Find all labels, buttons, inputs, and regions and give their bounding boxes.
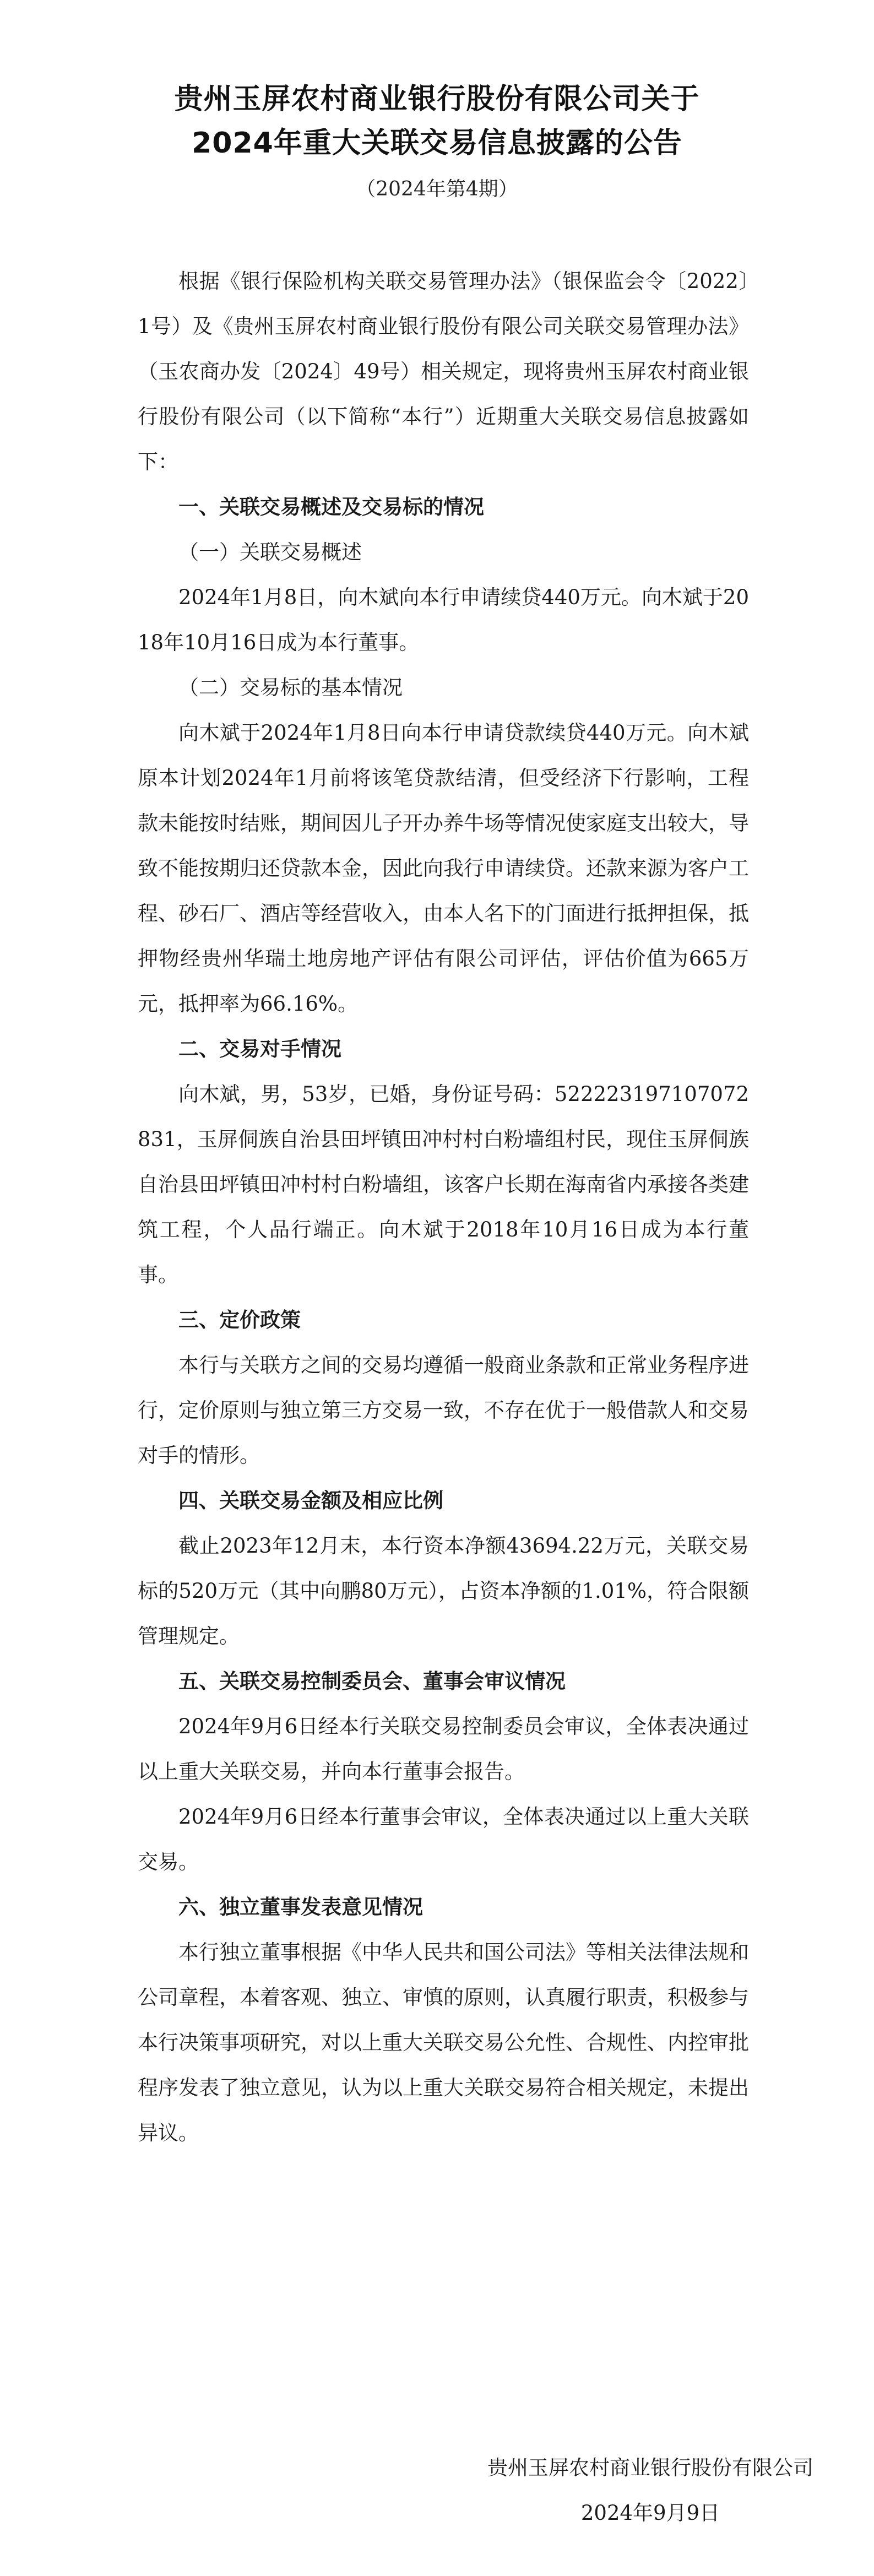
title-block: [0, 77, 874, 206]
section-6-heading: 六、独立董事发表意见情况: [178, 1895, 423, 1919]
section-5-text-2: 2024年9月6日经本行董事会审议，全体表决通过以上重大关联交易。: [138, 1805, 749, 1874]
section-2-heading: 二、交易对手情况: [178, 1037, 341, 1061]
section-2-text: 向木斌，男，53岁，已婚，身份证号码：522223197107072831，玉屏侗族自治县田坪镇田冲村村白粉墙组村民，现住玉屏侗族自治县田坪镇田冲村村白粉墙组，该客户长期在海南省内承接各类建筑工程，个人品行端正。向木斌于2018年10月16日成为本行董事。: [138, 1082, 749, 1287]
signature-date: 2024年9月9日: [580, 2501, 720, 2525]
section-3-heading: 三、定价政策: [178, 1308, 301, 1332]
signature-block: [487, 2445, 813, 2536]
section-1-sub-2-text: 向木斌于2024年1月8日向本行申请贷款续贷440万元。向木斌原本计划2024年1月前将该笔贷款结清，但受经济下行影响，工程款未能按时结账，期间因儿子开办养牛场等情况使家庭支出较大，导致不能按期归还贷款本金，因此向我行申请续贷。还款来源为客户工程、砂石厂、酒店等经营收入，由本人名下的门面进行抵押担保，抵押物经贵州华瑞土地房地产评估有限公司评估，评估价值为665万元，抵押率为66.16%。: [138, 721, 749, 1016]
issue-number: （2024年第4期）: [356, 178, 518, 200]
intro-paragraph: 根据《银行保险机构关联交易管理办法》（银保监会令〔2022〕1号）及《贵州玉屏农村商业银行股份有限公司关联交易管理办法》（玉农商办发〔2024〕49号）相关规定，现将贵州玉屏农村商业银行股份有限公司（以下简称“本行”）近期重大关联交易信息披露如下：: [138, 269, 749, 474]
section-1-sub-1-text: 2024年1月8日，向木斌向本行申请续贷440万元。向木斌于2018年10月16日成为本行董事。: [138, 585, 749, 654]
section-5-heading: 五、关联交易控制委员会、董事会审议情况: [178, 1669, 566, 1693]
section-4-heading: 四、关联交易金额及相应比例: [178, 1489, 443, 1512]
section-3-text: 本行与关联方之间的交易均遵循一般商业条款和正常业务程序进行，定价原则与独立第三方交易一致，不存在优于一般借款人和交易对手的情形。: [138, 1353, 749, 1467]
section-1-sub-1-heading: （一）关联交易概述: [178, 540, 362, 564]
section-1-sub-2-heading: （二）交易标的基本情况: [178, 676, 403, 699]
document-body: [138, 259, 749, 2156]
section-1-heading: 一、关联交易概述及交易标的情况: [178, 495, 484, 519]
signature-organization: 贵州玉屏农村商业银行股份有限公司: [487, 2456, 813, 2480]
document-title-line-1: 贵州玉屏农村商业银行股份有限公司关于: [174, 83, 700, 116]
section-6-text: 本行独立董事根据《中华人民共和国公司法》等相关法律法规和公司章程，本着客观、独立、审慎的原则，认真履行职责，积极参与本行决策事项研究，对以上重大关联交易公允性、合规性、内控审批程序发表了独立意见，认为以上重大关联交易符合相关规定，未提出异议。: [138, 1940, 749, 2145]
section-4-text: 截止2023年12月末，本行资本净额43694.22万元，关联交易标的520万元（其中向鹏80万元），占资本净额的1.01%，符合限额管理规定。: [138, 1534, 749, 1648]
document-title-line-2: 2024年重大关联交易信息披露的公告: [192, 127, 682, 160]
section-5-text-1: 2024年9月6日经本行关联交易控制委员会审议，全体表决通过以上重大关联交易，并向本行董事会报告。: [138, 1715, 749, 1783]
